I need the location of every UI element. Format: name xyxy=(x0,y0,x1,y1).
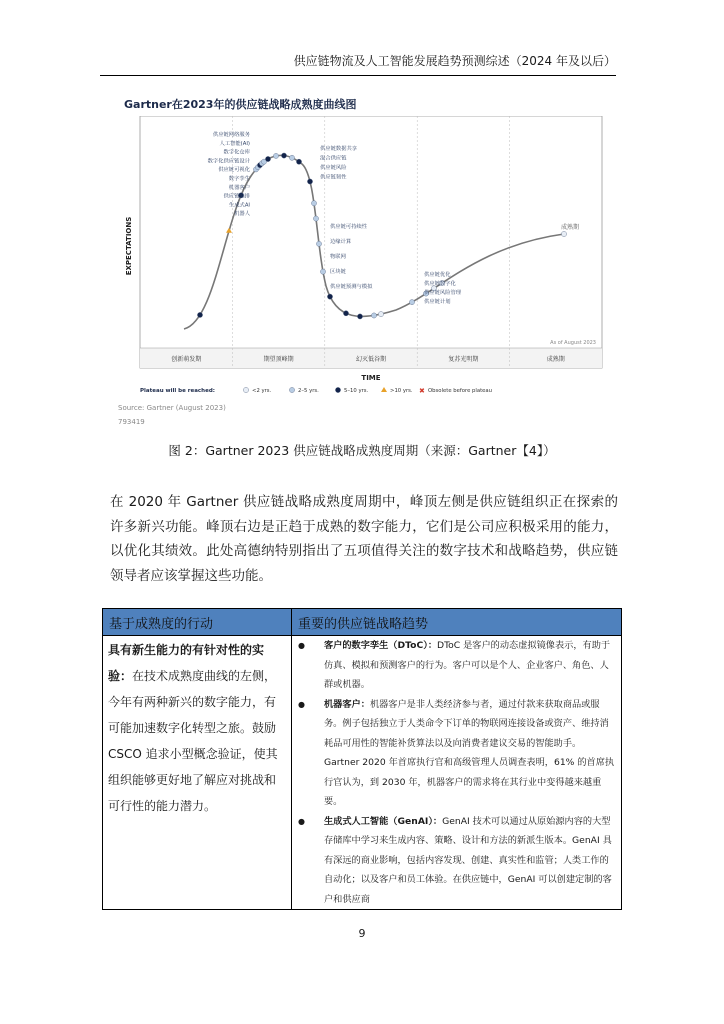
hype-cycle-chart xyxy=(116,116,606,434)
tech-label: 供应链风险 xyxy=(320,165,347,171)
as-of-stamp: As of August 2023 xyxy=(550,340,596,346)
legend-swatch xyxy=(381,387,387,392)
tech-label: 机器客户 xyxy=(228,184,250,191)
curve-marker xyxy=(316,241,321,246)
curve-marker xyxy=(357,314,362,319)
curve-marker xyxy=(281,153,286,158)
tech-label: 区块链 xyxy=(330,269,346,275)
plateau-label: 成熟期 xyxy=(561,224,580,231)
tech-label: 机器人 xyxy=(234,211,250,218)
y-axis-label: EXPECTATIONS xyxy=(125,216,133,276)
trend-text: DToC 是客户的动态虚拟镜像表示，有助于仿真、模拟和预测客户的行为。客户可以是个人、企业客户、角色、人群或机器。 xyxy=(324,640,611,690)
trend-title: 机器客户： xyxy=(324,698,370,710)
tech-label: 边缘计算 xyxy=(330,239,352,245)
page-header xyxy=(100,52,616,76)
trends-table xyxy=(102,608,622,910)
tech-label: 供应链计划 xyxy=(424,299,451,305)
legend-swatch xyxy=(289,387,294,392)
tech-label: 人工智能(AI) xyxy=(219,140,250,147)
tech-label: 供应链优化 xyxy=(424,272,451,278)
bullet-icon: ● xyxy=(298,641,305,650)
list-item xyxy=(298,636,615,695)
trend-title: 客户的数字孪生（DToC）： xyxy=(324,640,438,651)
curve-marker xyxy=(289,155,294,160)
table-header-row xyxy=(103,609,622,636)
tech-label: 供应链风险管理 xyxy=(424,290,462,296)
header-cell-trends: 重要的供应链战略趋势 xyxy=(292,609,622,636)
tech-label: 供应链预测与模拟 xyxy=(330,284,373,290)
phase-label: 创新萌发期 xyxy=(171,356,202,363)
body-paragraph: 在 2020 年 Gartner 供应链战略成熟度周期中，峰顶左侧是供应链组织正在探索的许多新兴功能。峰顶右边是正趋于成熟的数字能力，它们是公司应积极采用的能力，以优化其绩效。此处高德纳特别指出了五项值得关注的数字技术和战略趋势，供应链领导者应该掌握这些功能。 xyxy=(110,494,618,584)
legend-entry: >10 yrs. xyxy=(390,388,413,394)
phase-label: 成熟期 xyxy=(546,356,565,363)
legend-entry: 5–10 yrs. xyxy=(344,388,369,394)
header-cell-actions: 基于成熟度的行动 xyxy=(103,609,292,636)
tech-label: 供应链网络服务 xyxy=(212,132,250,138)
tech-label: 供应链韧性 xyxy=(320,174,347,181)
legend-entry: Obsolete before plateau xyxy=(428,388,493,394)
curve-marker xyxy=(327,294,332,299)
figure-id: 793419 xyxy=(118,418,145,426)
trends-cell xyxy=(292,636,622,910)
curve-marker xyxy=(296,159,301,164)
curve-marker xyxy=(307,179,312,184)
tech-label: 生成式AI xyxy=(228,202,250,209)
bullet-icon: ● xyxy=(298,816,305,826)
legend-swatch xyxy=(243,387,248,392)
bullet-icon: ● xyxy=(298,699,305,709)
page-number: 9 xyxy=(358,927,366,940)
trend-text: 机器客户是非人类经济参与者，通过付款来获取商品或服务。例子包括独立于人类命令下订单的物联网连接设备或资产、维持消耗品可用性的智能补货算法以及向消费者建议交易的智能助手。Gartner 2020 年首席执行官和高级管理人员调查表明，61% 的首席执行官认为，到 2030 年，机器客户的需求将在其行业中变得越来越重要。 xyxy=(324,698,615,807)
phase-label: 复苏光明期 xyxy=(448,356,479,363)
list-item xyxy=(298,695,615,812)
curve-marker xyxy=(378,312,383,317)
legend-entry: 2–5 yrs. xyxy=(298,388,319,394)
tech-label: 数字孪生 xyxy=(228,176,250,182)
tech-label: 物联网 xyxy=(330,254,346,260)
tech-label: 混合供应链 xyxy=(320,155,347,162)
figure-caption: 图 2：Gartner 2023 供应链战略成熟度周期（来源：Gartner【4】） xyxy=(168,443,556,458)
x-axis-label: TIME xyxy=(361,374,381,382)
tech-label: 数字化供应链设计 xyxy=(207,158,250,165)
curve-marker xyxy=(273,153,278,158)
curve-marker xyxy=(320,269,325,274)
curve-marker xyxy=(371,313,376,318)
tech-label: 供应链可视化 xyxy=(218,167,250,174)
hype-cycle-figure xyxy=(116,94,606,434)
tech-label: 供应链编排 xyxy=(223,193,250,200)
legend-entry: <2 yrs. xyxy=(252,388,272,394)
curve-marker xyxy=(343,311,348,316)
table-row xyxy=(103,636,622,910)
legend-swatch xyxy=(335,387,340,392)
trend-text: GenAI 技术可以通过从原始源内容的大型存储库中学习来生成内容、策略、设计和方法的新派生版本。GenAI 具有深远的商业影响，包括内容发现、创建、真实性和监管；人类工作的自动化；以及客户和员工体验。在供应链中，GenAI 可以创建定制的客户和供应商 xyxy=(324,815,612,905)
curve-marker xyxy=(311,201,316,206)
phase-label: 幻灭低谷期 xyxy=(355,356,387,363)
tech-label: 供应链可持续性 xyxy=(330,224,368,230)
list-item xyxy=(298,812,615,910)
curve-marker xyxy=(561,231,566,236)
curve-marker xyxy=(265,156,270,161)
plot-frame xyxy=(140,116,602,368)
actions-heading: 具有新生能力的有针对性的实验： xyxy=(108,643,265,683)
actions-cell xyxy=(103,636,292,910)
curve-marker xyxy=(409,300,414,305)
tech-label: 数字化仓库 xyxy=(223,149,250,156)
phase-label: 期望顶峰期 xyxy=(263,356,294,363)
trend-title: 生成式人工智能（GenAI）： xyxy=(324,815,443,827)
tech-label: 供应链数据共享 xyxy=(320,146,358,152)
tech-label: 供应链数字化 xyxy=(424,281,456,287)
source-note: Source: Gartner (August 2023) xyxy=(118,404,226,412)
curve-marker xyxy=(313,216,318,221)
document-title: 供应链物流及人工智能发展趋势预测综述（2024 年及以后） xyxy=(293,54,616,68)
legend-swatch: ✖ xyxy=(419,387,425,395)
legend-label: Plateau will be reached: xyxy=(140,388,215,394)
actions-text: 在技术成熟度曲线的左侧，今年有两种新兴的数字能力，有可能加速数字化转型之旅。鼓励 CSCO 追求小型概念验证，使其组织能够更好地了解应对挑战和可行性的能力潜力。 xyxy=(108,669,278,813)
curve-marker xyxy=(197,312,202,317)
chart-title: Gartner在2023年的供应链战略成熟度曲线图 xyxy=(124,98,357,111)
